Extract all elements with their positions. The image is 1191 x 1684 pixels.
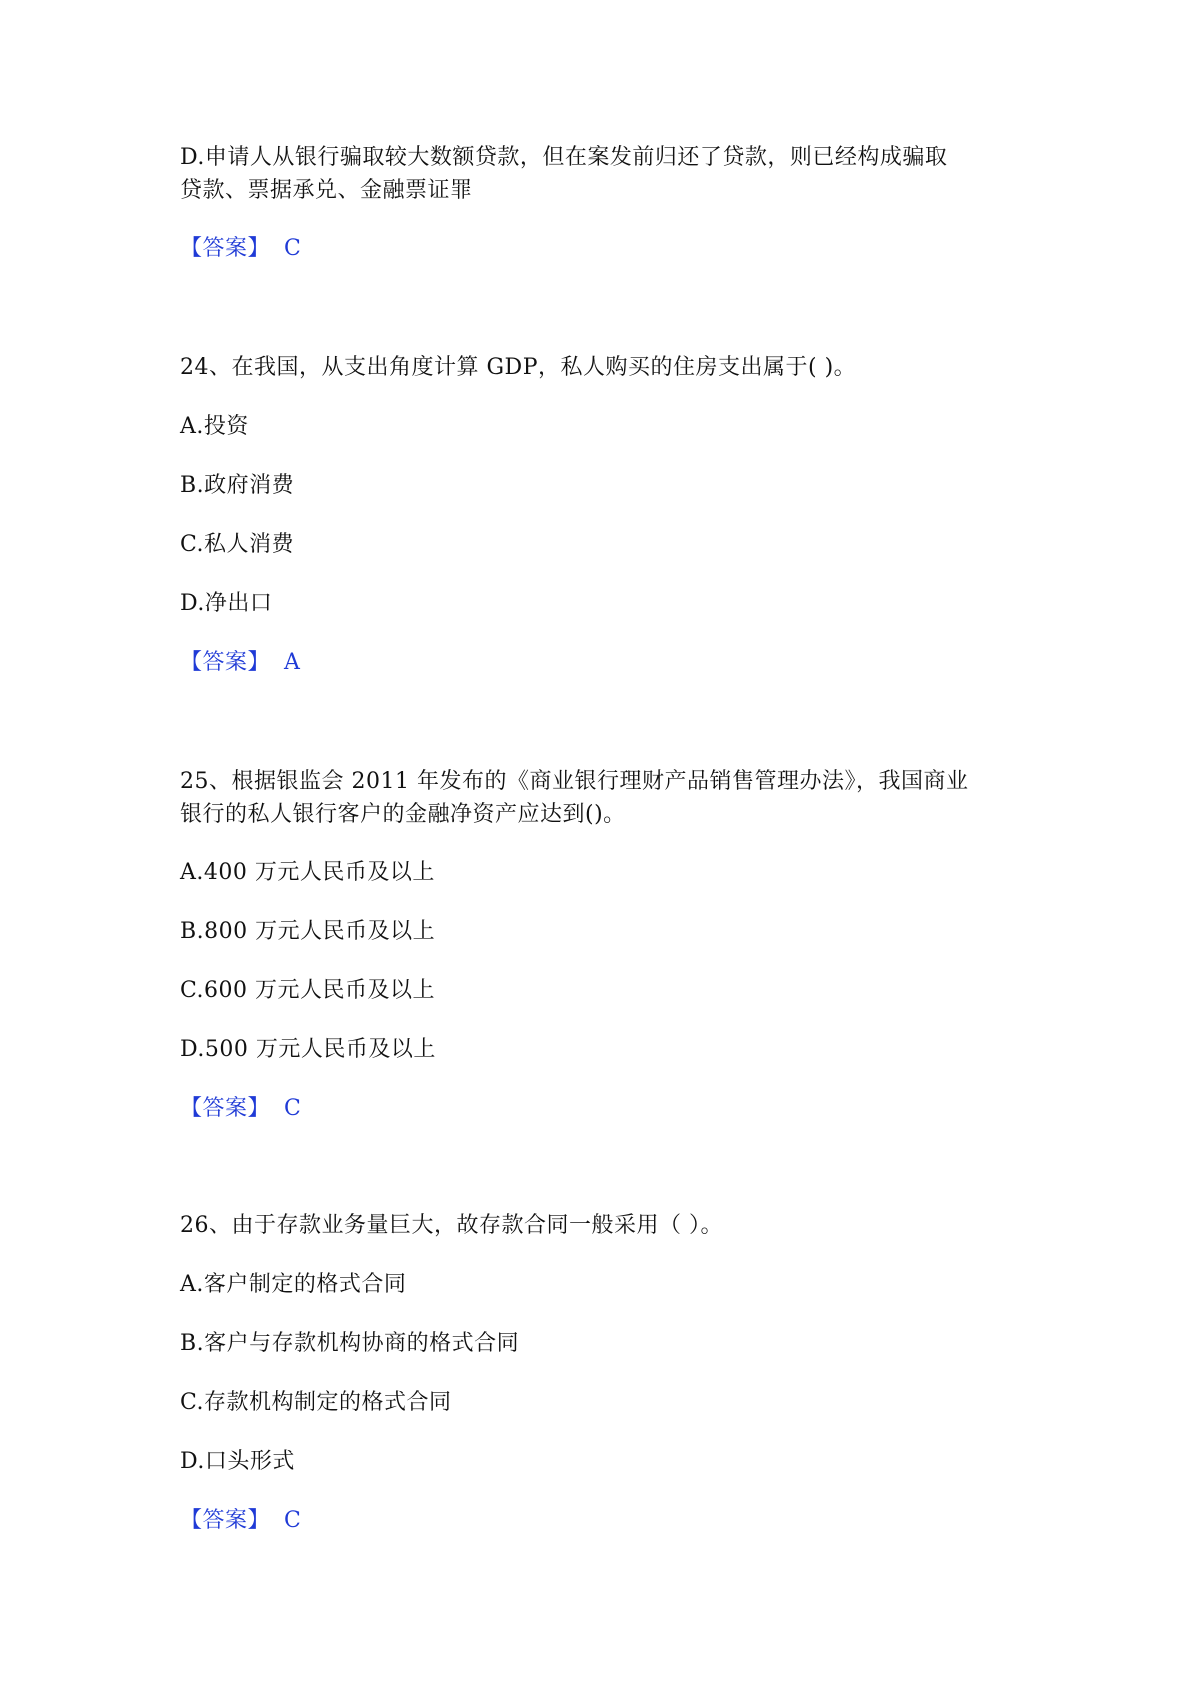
- answer-label: 【答案】: [180, 650, 271, 675]
- q26-answer: [180, 1506, 301, 1536]
- prev-answer: [180, 234, 301, 264]
- answer-label: 【答案】: [180, 1508, 271, 1533]
- q24-question: 24、在我国，从支出角度计算 GDP，私人购买的住房支出属于( )。: [180, 355, 857, 380]
- prev-option-d-line2: 贷款、票据承兑、金融票证罪: [180, 178, 473, 203]
- q26-option-d: D.口头形式: [180, 1449, 295, 1474]
- q25-question-line2: 银行的私人银行客户的金融净资产应达到()。: [180, 802, 626, 827]
- q25-option-b: B.800 万元人民币及以上: [180, 919, 436, 944]
- q25-option-d: D.500 万元人民币及以上: [180, 1037, 436, 1062]
- q25-option-a: A.400 万元人民币及以上: [180, 860, 435, 885]
- answer-value: A: [284, 650, 301, 675]
- answer-value: C: [284, 236, 302, 261]
- q26-option-b: B.客户与存款机构协商的格式合同: [180, 1331, 520, 1356]
- answer-label: 【答案】: [180, 1096, 271, 1121]
- q24-option-d: D.净出口: [180, 591, 273, 616]
- answer-value: C: [284, 1096, 302, 1121]
- q25-answer: [180, 1094, 301, 1124]
- q24-answer: [180, 648, 300, 678]
- answer-label: 【答案】: [180, 236, 271, 261]
- q26-option-a: A.客户制定的格式合同: [180, 1272, 407, 1297]
- q25-question-line1: 25、根据银监会 2011 年发布的《商业银行理财产品销售管理办法》，我国商业: [180, 769, 969, 794]
- q24-option-a: A.投资: [180, 414, 249, 439]
- q26-question: 26、由于存款业务量巨大，故存款合同一般采用（ ）。: [180, 1213, 723, 1238]
- q24-option-c: C.私人消费: [180, 532, 295, 557]
- q24-option-b: B.政府消费: [180, 473, 295, 498]
- answer-value: C: [284, 1508, 302, 1533]
- q26-option-c: C.存款机构制定的格式合同: [180, 1390, 452, 1415]
- q25-option-c: C.600 万元人民币及以上: [180, 978, 436, 1003]
- prev-option-d-line1: D.申请人从银行骗取较大数额贷款，但在案发前归还了贷款，则已经构成骗取: [180, 145, 948, 170]
